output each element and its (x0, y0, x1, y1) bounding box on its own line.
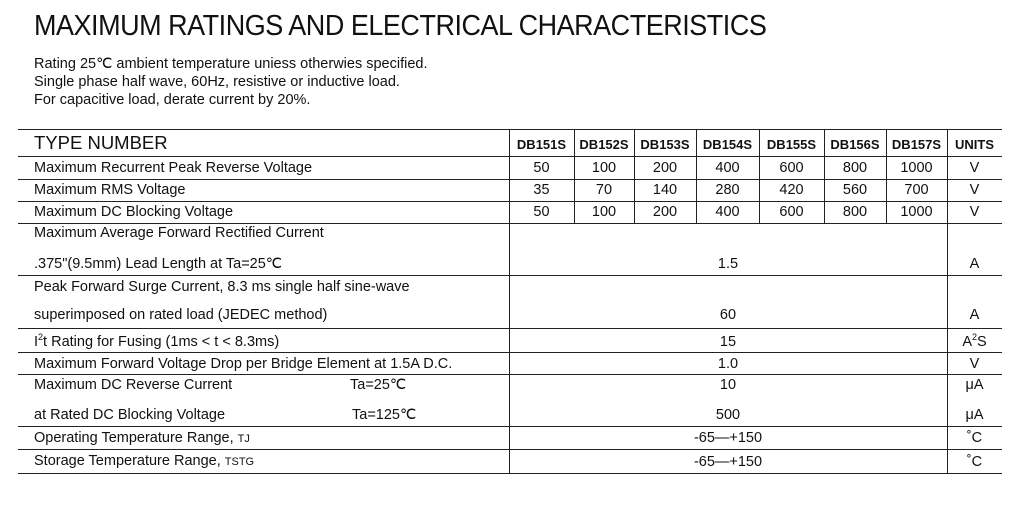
row-label: Operating Temperature Range, TJ (34, 430, 250, 446)
row-label: Peak Forward Surge Current, 8.3 ms single half sine-wave (34, 279, 410, 295)
cell-value: 70 (595, 182, 613, 198)
cell-value: 35 (533, 182, 550, 198)
cell-value: 800 (842, 160, 868, 176)
col-header: DB153S (640, 137, 690, 152)
unit-cell: V (969, 204, 980, 220)
note-line: Single phase half wave, 60Hz, resistive or inductive load. (34, 74, 400, 90)
cell-value: 400 (715, 204, 740, 220)
unit-cell: ˚C (966, 430, 983, 446)
col-header: DB152S (579, 137, 629, 152)
row-label: Maximum Recurrent Peak Reverse Voltage (34, 160, 313, 176)
ratings-table (18, 129, 1002, 474)
cell-value: 560 (842, 182, 868, 198)
cell-value: 50 (533, 204, 550, 220)
cell-value: 1.0 (717, 356, 739, 372)
unit-cell: V (969, 182, 980, 198)
unit-cell: V (969, 160, 980, 176)
units-header: UNITS (955, 137, 994, 152)
col-header: DB156S (830, 137, 880, 152)
unit-cell: V (969, 356, 980, 372)
unit-cell: $A^2S$ (962, 332, 987, 350)
cell-value: 100 (591, 204, 617, 220)
cell-value: 420 (779, 182, 804, 198)
cell-value: 140 (652, 182, 678, 198)
row-label: Maximum DC Blocking Voltage (34, 204, 234, 220)
cell-value: 700 (904, 182, 929, 198)
page-title: MAXIMUM RATINGS AND ELECTRICAL CHARACTERISTICS (34, 10, 767, 42)
cell-value: 1000 (900, 204, 933, 220)
col-header: DB155S (766, 137, 817, 152)
note-line: Rating 25℃ ambient temperature uniess otherwies specified. (34, 56, 428, 72)
cell-value: 600 (779, 204, 804, 220)
col-header: DB157S (891, 137, 942, 152)
unit-cell: A (969, 307, 980, 323)
cell-value: 10 (719, 377, 737, 393)
row-label: Maximum Forward Voltage Drop per Bridge Element at 1.5A D.C. (34, 356, 453, 372)
type-number-header: TYPE NUMBER (34, 132, 168, 153)
row-label: .375"(9.5mm) Lead Length at Ta=25℃ (34, 256, 283, 272)
rating-notes (34, 55, 428, 109)
unit-cell: A (969, 256, 980, 272)
cell-value: 400 (715, 160, 740, 176)
row-label: at Rated DC Blocking Voltage (34, 407, 226, 423)
cell-value: 1000 (900, 160, 933, 176)
col-header: DB154S (702, 137, 753, 152)
unit-cell: ˚C (966, 454, 983, 470)
cell-value: 200 (652, 160, 678, 176)
cell-value: 600 (779, 160, 804, 176)
row-label: Maximum Average Forward Rectified Current (34, 225, 324, 241)
row-label: superimposed on rated load (JEDEC method) (34, 307, 328, 323)
row-label: Maximum DC Reverse Current (34, 377, 233, 393)
row-label: Maximum RMS Voltage (34, 182, 186, 198)
cell-value: 500 (715, 407, 741, 423)
cell-value: 800 (842, 204, 868, 220)
condition-label: Ta=125℃ (352, 407, 417, 423)
cell-value: 15 (719, 334, 737, 350)
unit-cell: μA (965, 377, 984, 393)
row-label: $I^2t$ Rating for Fusing (1ms < t < 8.3ms) (34, 332, 280, 350)
col-header: DB151S (516, 137, 567, 152)
cell-value: -65—+150 (693, 454, 763, 470)
cell-value: 1.5 (717, 256, 739, 272)
cell-value: 280 (715, 182, 740, 198)
cell-value: 50 (533, 160, 550, 176)
condition-label: Ta=25℃ (350, 377, 407, 393)
cell-value: 60 (719, 307, 737, 323)
unit-cell: μA (965, 407, 984, 423)
note-line: For capacitive load, derate current by 20%. (34, 92, 311, 108)
cell-value: -65—+150 (693, 430, 763, 446)
cell-value: 100 (591, 160, 617, 176)
row-label: Storage Temperature Range, TSTG (34, 453, 255, 469)
cell-value: 200 (652, 204, 678, 220)
